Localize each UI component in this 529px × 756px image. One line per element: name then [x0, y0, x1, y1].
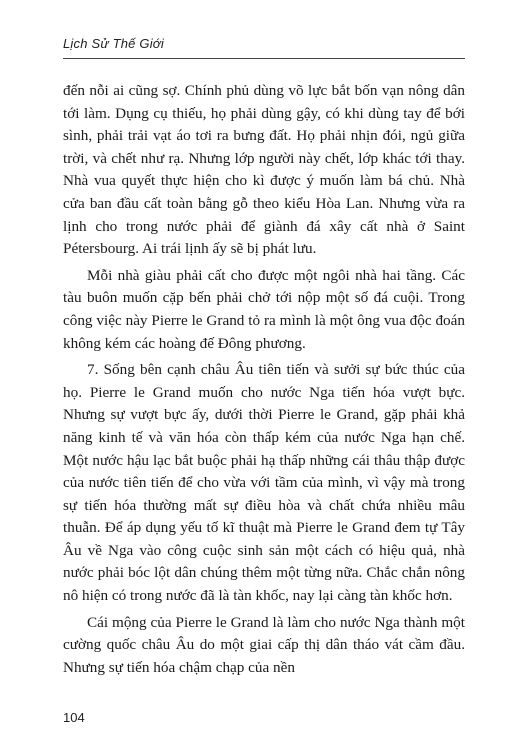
body-text: [63, 80, 465, 683]
paragraph-4: Cái mộng của Pierre le Grand là làm cho nước Nga thành một cường quốc châu Âu do một giai cấp thị dân tháo vát cầm đầu. Nhưng sự tiến hóa chậm chạp của nền: [63, 613, 465, 676]
paragraph-1: đến nỗi ai cũng sợ. Chính phủ dùng võ lực bắt bốn vạn nông dân tới làm. Dụng cụ thiếu, họ phải dùng gậy, có khi dùng tay để bới sình, phải trải vạt áo tơi ra bưng đất. Họ phải nhịn đói, ngủ giữa trời, và chết như rạ. Nhưng lớp người này chết, lớp khác tới thay. Nhà vua quyết thực hiện cho kì được ý muốn làm bá chủ. Nhà cửa ban đầu cất toàn bằng gỗ theo kiểu Hòa Lan. Nhưng vừa ra lịnh cho trong nước phải để giành đá xây cất nhà ở Saint Pétersbourg. Ai trái lịnh ấy sẽ bị phát lưu.: [63, 82, 465, 258]
header-rule: [63, 58, 465, 59]
page-number: 104: [63, 710, 85, 725]
paragraph-2: Mỗi nhà giàu phải cất cho được một ngôi nhà hai tầng. Các tàu buôn muốn cặp bến phải chở tới nộp một số đá cuội. Trong công việc này Pierre le Grand tỏ ra mình là một ông vua độc đoán không kém các hoàng đế Đông phương.: [63, 266, 465, 352]
paragraph-3: 7. Sống bên cạnh châu Âu tiên tiến và sưởi sự bức thúc của họ. Pierre le Grand muốn cho nước Nga tiến hóa vượt bực. Nhưng sự vượt bực ấy, dưới thời Pierre le Grand, gặp phải khả năng kinh tế và văn hóa còn thấp kém của nước Nga hạn chế. Một nước hậu lạc bắt buộc phải hạ thấp những cái thâu thập được của nước tiên tiến để cho vừa với tầm của mình, vì vậy mà trong sự tiến hóa thường mất sự điều hòa và chất chứa nhiều mâu thuẫn. Để áp dụng yếu tố kĩ thuật mà Pierre le Grand đem tự Tây Âu về Nga vào công cuộc sinh sản một cách có hiệu quả, nhà nước phải bóc lột dân chúng thêm một từng nữa. Chắc chắn nông nô hiện có trong nước đã là tàn khốc, nay lại càng tàn khốc hơn.: [63, 361, 465, 605]
running-head: Lịch Sử Thế Giới: [63, 36, 164, 51]
